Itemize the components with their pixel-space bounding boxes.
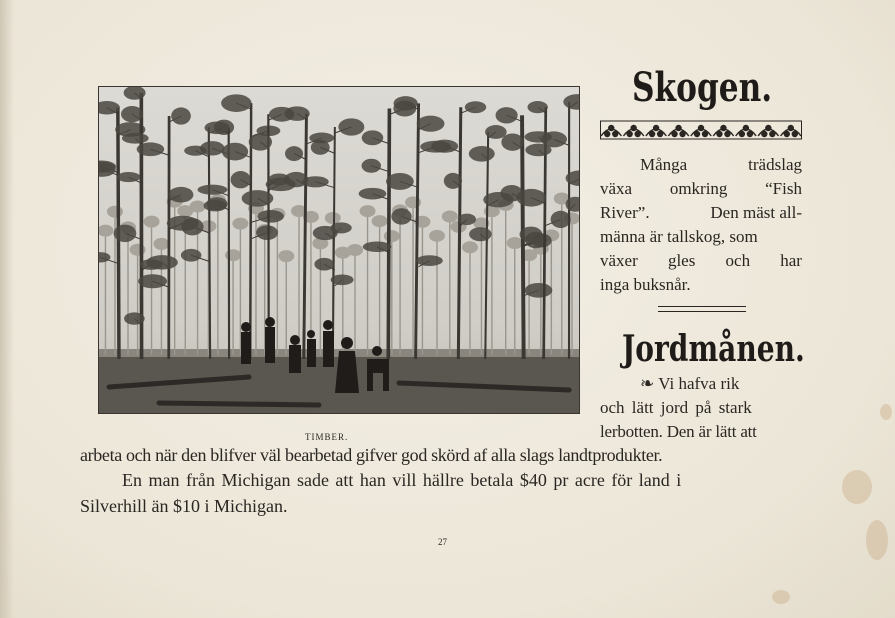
- pine-crown: [338, 118, 364, 135]
- distant-crown: [347, 244, 363, 256]
- pine-crown: [302, 176, 328, 187]
- skogen-line: [600, 249, 802, 273]
- pine-crown: [284, 106, 309, 121]
- pine-crown: [181, 249, 201, 262]
- pine-crown: [359, 188, 387, 200]
- ornament-leaf-icon: [623, 125, 643, 137]
- pine-crown: [431, 140, 458, 153]
- pine-crown: [391, 208, 411, 224]
- ornament-leaf-icon: [691, 125, 711, 137]
- distant-crown: [190, 200, 206, 212]
- pine-crown: [146, 255, 178, 269]
- heading-jordmanen: Jordmånen.: [622, 328, 805, 370]
- word: “Fish: [765, 179, 802, 198]
- word: Den mäst all-: [710, 203, 802, 222]
- pine-crown: [465, 101, 486, 113]
- ornament-pattern: [600, 120, 802, 140]
- pine-crown: [204, 121, 229, 134]
- timber-photograph: [98, 86, 580, 414]
- pine-trunk: [388, 109, 389, 359]
- pine-crown: [313, 226, 338, 240]
- pine-crown: [314, 258, 334, 271]
- distant-crown: [384, 230, 400, 242]
- ornament-leaf-icon: [668, 125, 688, 137]
- skogen-line: [600, 177, 802, 201]
- jord-line-3: lerbotten. Den är lätt att: [600, 422, 757, 441]
- distant-crown: [153, 238, 169, 250]
- skogen-line: [600, 225, 802, 249]
- pine-crown: [171, 107, 191, 124]
- flourish-icon: ❧: [640, 374, 655, 393]
- ornament-leaf-icon: [736, 125, 756, 137]
- pine-crown: [458, 214, 476, 225]
- word: gles: [667, 251, 696, 270]
- pine-crown: [485, 125, 507, 139]
- distant-crown: [429, 230, 445, 242]
- foxing-stain: [772, 590, 790, 604]
- pine-crown: [541, 131, 567, 147]
- pine-crown: [285, 146, 303, 161]
- word: växer: [600, 251, 638, 270]
- page-spine-shadow: [0, 0, 14, 618]
- word: River”.: [600, 203, 650, 222]
- pine-crown: [417, 116, 445, 132]
- ornament-leaf-icon: [758, 125, 778, 137]
- body-line-2: En man från Michigan sade att han vill hällre betala $40 pr acre för land i: [122, 470, 682, 490]
- skogen-line: [600, 273, 802, 297]
- pine-crown: [137, 142, 164, 156]
- distant-crown: [225, 249, 241, 261]
- pine-crown: [311, 140, 330, 155]
- word: inga buksnår.: [600, 275, 691, 294]
- skogen-line: [600, 201, 802, 225]
- word: trädslag: [748, 155, 802, 174]
- distant-crown: [442, 210, 458, 222]
- ornament-leaf-icon: [601, 125, 621, 137]
- pine-crown: [222, 143, 248, 161]
- pine-crown: [551, 211, 571, 228]
- pine-crown: [501, 133, 523, 150]
- pine-crown: [221, 94, 251, 112]
- pine-crown: [469, 227, 492, 241]
- distant-crown: [325, 212, 341, 224]
- distant-crown: [360, 205, 376, 217]
- pine-crown: [206, 197, 227, 210]
- ornament-border: [600, 120, 802, 145]
- distant-crown: [372, 215, 388, 227]
- jord-line-1: ❧ Vi hafva rik: [640, 374, 740, 393]
- distant-crown: [278, 250, 294, 262]
- distant-crown: [462, 241, 478, 253]
- word: har: [780, 251, 802, 270]
- pine-crown: [249, 133, 272, 150]
- pine-crown: [231, 171, 251, 188]
- pine-crown: [242, 190, 274, 207]
- pine-crown: [117, 172, 141, 182]
- pine-crown: [528, 101, 548, 113]
- ornament-leaf-icon: [646, 125, 666, 137]
- word: växa: [600, 179, 633, 198]
- pine-crown: [121, 106, 143, 122]
- foxing-stain: [880, 404, 892, 420]
- page-number: 27: [438, 537, 447, 547]
- pine-crown: [138, 274, 167, 288]
- foxing-stain: [842, 470, 872, 504]
- skogen-paragraph: [600, 153, 802, 297]
- pine-crown: [257, 210, 284, 223]
- distant-crown: [232, 218, 248, 230]
- word: Många: [640, 155, 688, 174]
- pine-crown: [363, 241, 392, 252]
- distant-crown: [144, 216, 160, 228]
- forest-illustration: [99, 87, 579, 413]
- pine-crown: [362, 130, 384, 145]
- word: männa är tallskog, som: [600, 227, 758, 246]
- body-line-1: arbeta och när den blifver väl bearbetad gifver god skörd af alla slags landtprodukter.: [80, 445, 663, 465]
- distant-crown: [107, 206, 123, 218]
- double-rule-divider: [658, 306, 746, 312]
- pine-crown: [168, 187, 193, 203]
- word: och: [725, 251, 751, 270]
- pine-crown: [181, 218, 203, 235]
- heading-skogen: Skogen.: [632, 64, 773, 111]
- pine-crown: [444, 173, 462, 189]
- ornament-leaf-icon: [781, 125, 801, 137]
- foxing-stain: [866, 520, 888, 560]
- photo-caption: TIMBER.: [305, 432, 349, 442]
- word: omkring: [669, 179, 728, 198]
- pine-crown: [516, 189, 546, 207]
- ornament-leaf-icon: [713, 125, 733, 137]
- pine-crown: [362, 159, 381, 173]
- pine-crown: [532, 234, 552, 248]
- pine-crown: [394, 96, 418, 110]
- pine-crown: [198, 185, 228, 195]
- pine-crown: [496, 107, 518, 123]
- pine-crown: [256, 225, 278, 240]
- pine-crown: [122, 133, 149, 144]
- pine-crown: [469, 146, 495, 162]
- jord-line-2: och lätt jord på stark: [600, 398, 752, 417]
- pine-crown: [331, 274, 354, 285]
- distant-crown: [507, 237, 523, 249]
- pine-crown: [124, 312, 145, 324]
- skogen-line: [600, 153, 802, 177]
- pine-crown: [200, 141, 224, 155]
- pine-crown: [114, 225, 137, 242]
- pine-crown: [416, 255, 443, 266]
- pine-crown: [386, 173, 414, 190]
- pine-trunk: [209, 127, 210, 359]
- pine-crown: [525, 283, 553, 298]
- body-line-3: Silverhill än $10 i Michigan.: [80, 496, 288, 516]
